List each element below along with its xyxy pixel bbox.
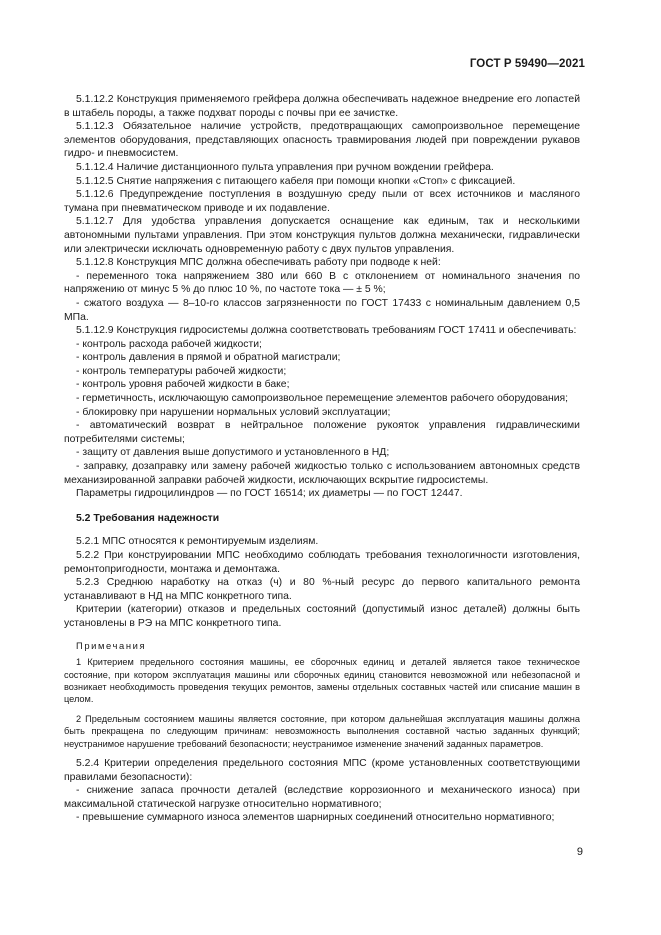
list-item: - сжатого воздуха — 8–10-го классов загрязненности по ГОСТ 17433 с номинальным давлением 0,5 МПа. (64, 297, 580, 323)
list-item: - заправку, дозаправку или замену рабочей жидкостью только с использованием автономных средств механизированной заправки рабочей жидкости, исключающих вскрытие гидросистемы. (64, 461, 580, 486)
list-item: - герметичность, исключающую самопроизвольное перемещение элементов рабочего оборудования; (76, 393, 569, 405)
list-item: - автоматический возврат в нейтральное положение рукояток управления гидравлическими потребителями системы; (64, 420, 580, 445)
paragraph: 5.1.12.8 Конструкция МПС должна обеспечивать работу при подводе к ней: (76, 257, 441, 269)
list-item: - блокировку при нарушении нормальных условий эксплуатации; (76, 406, 391, 418)
paragraph: 5.1.12.7 Для удобства управления допускается оснащение как единым, так и несколькими автономными пультами управления. При этом конструкция пультов должна механически, гидравлически или электрически исключать одновременную работу с двух пультов управления. (64, 216, 580, 255)
paragraph: 5.2.4 Критерии определения предельного состояния МПС (кроме установленных соответствующими правилами безопасности): (64, 758, 580, 783)
paragraph: Критерии (категории) отказов и предельных состояний (допустимый износ деталей) должны быть установлены в РЭ на МПС конкретного типа. (64, 604, 580, 629)
paragraph: 5.2.1 МПС относятся к ремонтируемым изделиям. (76, 536, 319, 548)
list-item: - защиту от давления выше допустимого и установленного в НД; (76, 447, 390, 459)
paragraph: 5.1.12.6 Предупреждение поступления в воздушную среду пыли от всех источников и масляного тумана при пневматическом приводе и их подавление. (64, 189, 580, 214)
notes-heading: Примечания (76, 639, 147, 651)
paragraph: 5.2.3 Среднюю наработку на отказ (ч) и 80 %-ный ресурс до первого капитального ремонта устанавливают в НД на МПС конкретного типа. (64, 577, 580, 602)
list-item: - контроль расхода рабочей жидкости; (76, 338, 262, 350)
paragraph: 5.1.12.3 Обязательное наличие устройств, предотвращающих самопроизвольное перемещение элементов оборудования, представляющих опасность травмирования людей при повреждении рукавов гидро- и пневмосистем. (64, 121, 580, 160)
paragraph: Параметры гидроцилиндров — по ГОСТ 16514; их диаметры — по ГОСТ 12447. (76, 488, 463, 500)
note-item: 1 Критерием предельного состояния машины, ее сборочных единиц и деталей является такое техническое состояние, при котором эксплуатация машины или сборочных единиц становится невозможной или небезопасной и возникает необходимость проведения текущих ремонтов, замены отдельных составных частей или списание машин в целом. (64, 657, 580, 705)
list-item: - снижение запаса прочности деталей (вследствие коррозионного и механического износа) при максимальной статической нагрузке относительно нормативного; (64, 785, 580, 810)
page-number: 9 (576, 846, 583, 858)
paragraph: 5.2.2 При конструировании МПС необходимо соблюдать требования технологичности изготовления, ремонтопригодности, монтажа и демонтажа. (64, 550, 580, 575)
list-item: - превышение суммарного износа элементов шарнирных соединений относительно нормативного; (76, 812, 555, 824)
paragraph: 5.1.12.4 Наличие дистанционного пульта управления при ручном вождении грейфера. (76, 161, 494, 173)
paragraph: 5.1.12.2 Конструкция применяемого грейфера должна обеспечивать надежное внедрение его лопастей в штабель породы, а также подхват породы с почвы при ее зачистке. (64, 94, 580, 119)
document-body (64, 93, 580, 825)
list-item: - переменного тока напряжением 380 или 660 В с отклонением от номинального значения по напряжению от минус 5 % до плюс 10 %, по частоте тока — ± 5 %; (64, 270, 580, 296)
paragraph: 5.1.12.5 Снятие напряжения с питающего кабеля при помощи кнопки «Стоп» с фиксацией. (76, 175, 516, 187)
list-item: - контроль температуры рабочей жидкости; (76, 365, 287, 377)
note-item: 2 Предельным состоянием машины является состояние, при котором дальнейшая эксплуатация машины должна быть прекращена по следующим причинам: невозможность выполнения составной частью заданных функций; неустранимое нарушение требований безопасности; неустранимое изменение значений заданных параметров. (64, 713, 580, 749)
paragraph: 5.1.12.9 Конструкция гидросистемы должна соответствовать требованиям ГОСТ 17411 и обеспечивать: (76, 325, 577, 337)
section-title: 5.2 Требования надежности (76, 512, 220, 524)
document-header: ГОСТ Р 59490—2021 (469, 58, 585, 70)
list-item: - контроль уровня рабочей жидкости в баке; (76, 379, 290, 391)
list-item: - контроль давления в прямой и обратной магистрали; (76, 352, 341, 364)
